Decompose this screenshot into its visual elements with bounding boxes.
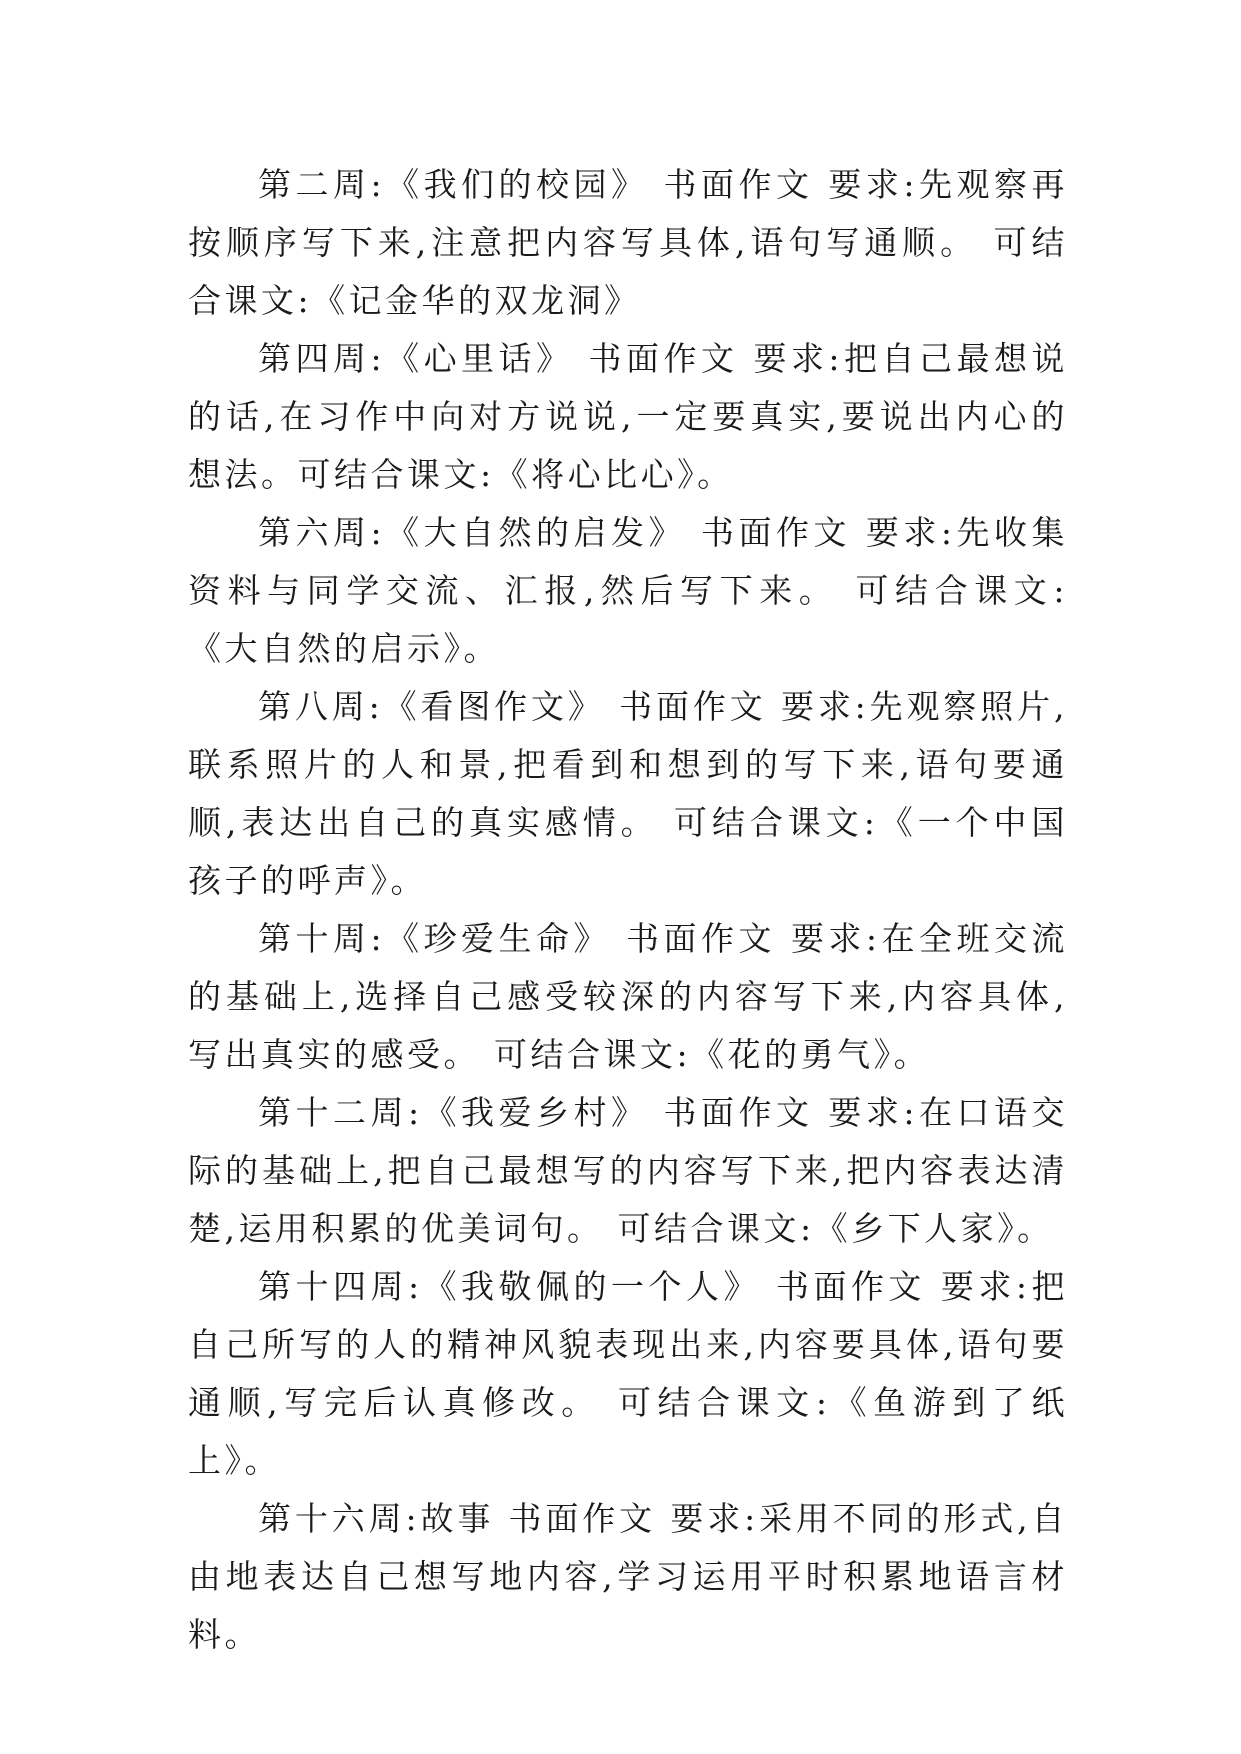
paragraph-week-4: 第四周:《心里话》 书面作文 要求:把自己最想说的话,在习作中向对方说说,一定要真实,要说出内心的想法。可结合课文:《将心比心》。 bbox=[188, 339, 1068, 494]
paragraph-week-12: 第十二周:《我爱乡村》 书面作文 要求:在口语交际的基础上,把自己最想写的内容写下来,把内容表达清楚,运用积累的优美词句。 可结合课文:《乡下人家》。 bbox=[188, 1093, 1068, 1248]
paragraph-week-6: 第六周:《大自然的启发》 书面作文 要求:先收集资料与同学交流、汇报,然后写下来。 可结合课文:《大自然的启示》。 bbox=[188, 513, 1068, 668]
paragraph-week-10: 第十周:《珍爱生命》 书面作文 要求:在全班交流的基础上,选择自己感受较深的内容写下来,内容具体,写出真实的感受。 可结合课文:《花的勇气》。 bbox=[188, 919, 1068, 1074]
paragraph-week-8: 第八周:《看图作文》 书面作文 要求:先观察照片,联系照片的人和景,把看到和想到的写下来,语句要通顺,表达出自己的真实感情。 可结合课文:《一个中国孩子的呼声》。 bbox=[188, 687, 1068, 900]
paragraph-week-2: 第二周:《我们的校园》 书面作文 要求:先观察再按顺序写下来,注意把内容写具体,语句写通顺。 可结合课文:《记金华的双龙洞》 bbox=[188, 165, 1068, 320]
document-body bbox=[188, 156, 1068, 1664]
paragraph-week-14: 第十四周:《我敬佩的一个人》 书面作文 要求:把自己所写的人的精神风貌表现出来,内容要具体,语句要通顺,写完后认真修改。 可结合课文:《鱼游到了纸上》。 bbox=[188, 1267, 1068, 1480]
paragraph-week-16: 第十六周:故事 书面作文 要求:采用不同的形式,自由地表达自己想写地内容,学习运用平时积累地语言材料。 bbox=[188, 1499, 1068, 1654]
